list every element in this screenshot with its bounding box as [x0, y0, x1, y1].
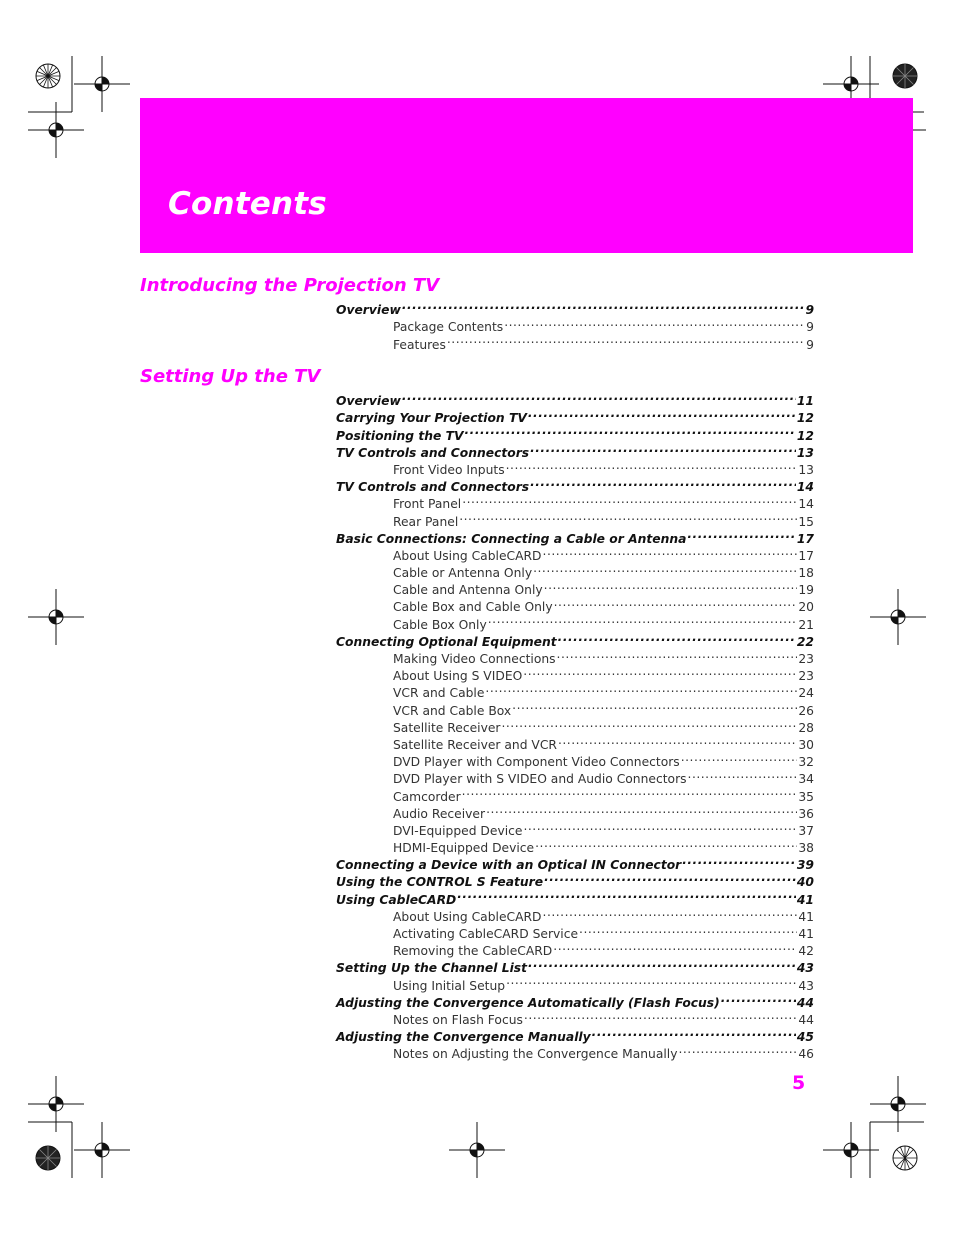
dot-leader	[688, 766, 798, 783]
toc-entry-label: Using Initial Setup	[393, 978, 506, 993]
toc-entry-label: Audio Receiver	[393, 806, 486, 821]
toc-entry-page: 41	[798, 909, 814, 924]
toc-entry-label: TV Controls and Connectors	[336, 480, 530, 495]
toc-entry-page: 43	[796, 961, 814, 976]
toc-entry-page: 39	[796, 858, 814, 873]
dot-leader	[544, 577, 798, 594]
toc-entry-label: Making Video Connections	[393, 652, 556, 666]
dot-leader	[512, 697, 797, 714]
dot-leader	[535, 835, 797, 852]
toc-entry-page: 14	[796, 480, 814, 495]
toc-entry-label: Using the CONTROL S Feature	[336, 875, 544, 890]
toc-entry-label: DVD Player with S VIDEO and Audio Connectors	[393, 772, 687, 787]
dot-leader	[486, 801, 797, 818]
dot-leader	[543, 543, 798, 560]
section-title-setting-up: Setting Up the TV	[140, 366, 321, 387]
toc-entry-label: Connecting Optional Equipment	[336, 634, 557, 649]
toc-entry-page: 41	[796, 892, 814, 907]
toc-entry-page: 15	[798, 514, 814, 529]
toc-entry-label: Camcorder	[393, 789, 461, 804]
toc-entry-page: 34	[798, 772, 814, 787]
dot-leader	[501, 715, 797, 732]
dot-leader	[402, 388, 796, 405]
dot-leader	[530, 474, 796, 491]
toc-entry-label: Connecting a Device with an Optical IN Connector	[336, 858, 682, 873]
toc-entry-label: Features	[393, 337, 446, 352]
dot-leader	[506, 457, 798, 474]
toc-entry-page: 46	[798, 1047, 814, 1062]
toc-entry-page: 12	[796, 428, 814, 443]
dot-leader	[558, 629, 796, 646]
starburst-mark-bottom-right	[893, 1146, 917, 1170]
toc-entry-page: 9	[806, 320, 814, 335]
toc-entry-label: Rear Panel	[393, 514, 459, 529]
toc-entry-page: 26	[798, 703, 814, 718]
toc-entry-page: 37	[798, 823, 814, 838]
toc-entry-page: 12	[796, 411, 814, 426]
toc-entry-label: VCR and Cable Box	[393, 703, 512, 718]
toc-entry-label: Overview	[336, 303, 401, 318]
toc-entry-page: 17	[798, 548, 814, 563]
toc-entry-label: Notes on Adjusting the Convergence Manually	[393, 1047, 678, 1062]
toc-entry-label: Carrying Your Projection TV	[336, 411, 527, 426]
toc-entry-label: Activating CableCARD Service	[393, 927, 579, 941]
toc-entry-label: Cable or Antenna Only	[393, 566, 533, 581]
toc-entry-page: 24	[798, 686, 814, 701]
toc-entry-page: 11	[796, 394, 814, 409]
section-title-introducing: Introducing the Projection TV	[140, 275, 440, 296]
dot-leader	[681, 749, 798, 766]
dot-leader	[533, 560, 797, 577]
starburst-mark-top-left	[36, 64, 60, 88]
dot-leader	[553, 938, 797, 955]
toc-entry-label: Adjusting the Convergence Automatically (Flash Focus)	[336, 995, 720, 1010]
dot-leader	[721, 990, 796, 1007]
toc-entry-label: About Using CableCARD	[393, 548, 542, 563]
toc-entry-label: HDMI-Equipped Device	[393, 841, 535, 856]
toc-entry-label: About Using S VIDEO	[393, 669, 523, 684]
toc-entry-label: Package Contents	[393, 320, 504, 335]
dot-leader	[592, 1024, 796, 1041]
toc-entry-label: VCR and Cable	[393, 686, 485, 701]
dot-leader	[530, 440, 796, 457]
dot-leader	[682, 852, 796, 869]
dot-leader	[465, 422, 796, 439]
starburst-mark-bottom-left	[36, 1146, 60, 1170]
toc-entry-label: Front Panel	[393, 497, 462, 512]
contents-banner	[140, 98, 913, 253]
toc-list-setting-up	[336, 388, 814, 1062]
dot-leader	[447, 331, 805, 348]
page-number: 5	[792, 1072, 806, 1094]
dot-leader	[402, 297, 805, 314]
toc-entry-page: 23	[798, 669, 814, 684]
toc-entry-page: 30	[798, 737, 814, 752]
toc-entry-label: Satellite Receiver and VCR	[393, 737, 557, 752]
toc-entry-page: 43	[798, 978, 814, 993]
toc-entry[interactable]	[336, 388, 814, 409]
toc-entry-label: Overview	[336, 394, 401, 409]
dot-leader	[687, 526, 796, 543]
crosshair-mark	[870, 589, 926, 645]
dot-leader	[579, 921, 797, 938]
toc-entry-label: Positioning the TV	[336, 428, 464, 443]
dot-leader	[459, 508, 797, 525]
toc-entry-label: Adjusting the Convergence Manually	[336, 1030, 591, 1045]
crosshair-mark	[28, 589, 84, 645]
toc-entry-page: 40	[796, 875, 814, 890]
toc-entry-page: 13	[796, 445, 814, 460]
toc-entry-page: 28	[798, 720, 814, 735]
dot-leader	[528, 405, 796, 422]
toc-entry-label: Satellite Receiver	[393, 720, 501, 735]
toc-entry[interactable]	[336, 297, 814, 318]
dot-leader	[523, 663, 797, 680]
dot-leader	[485, 680, 797, 697]
toc-entry-label: TV Controls and Connectors	[336, 445, 530, 460]
dot-leader	[462, 491, 797, 508]
crosshair-mark	[870, 1076, 926, 1132]
toc-list-introducing	[336, 297, 814, 352]
toc-entry-page: 9	[805, 303, 814, 318]
toc-entry-page: 44	[798, 1012, 814, 1027]
toc-entry-page: 42	[798, 944, 814, 959]
toc-entry-page: 44	[796, 995, 814, 1010]
dot-leader	[462, 783, 798, 800]
dot-leader	[488, 611, 798, 628]
dot-leader	[558, 732, 797, 749]
toc-entry-page: 38	[798, 841, 814, 856]
dot-leader	[524, 1007, 797, 1024]
toc-entry-label: Cable Box and Cable Only	[393, 600, 553, 615]
toc-entry-page: 19	[798, 583, 814, 598]
crosshair-mark	[74, 1122, 130, 1178]
toc-entry-label: About Using CableCARD	[393, 909, 542, 924]
toc-entry-page: 14	[798, 497, 814, 512]
crosshair-mark	[449, 1122, 505, 1178]
toc-entry-label: DVD Player with Component Video Connectors	[393, 755, 680, 770]
toc-entry-page: 18	[798, 566, 814, 581]
toc-entry-label: Basic Connections: Connecting a Cable or Antenna	[336, 531, 687, 546]
toc-entry-page: 23	[798, 652, 814, 666]
toc-entry-page: 17	[796, 531, 814, 546]
dot-leader	[506, 972, 797, 989]
dot-leader	[543, 904, 798, 921]
dot-leader	[457, 886, 796, 903]
toc-entry-label: Cable and Antenna Only	[393, 583, 543, 598]
toc-entry-page: 21	[798, 617, 814, 632]
toc-entry-page: 45	[796, 1030, 814, 1045]
toc-entry-page: 22	[796, 634, 814, 649]
toc-entry-page: 36	[798, 806, 814, 821]
crosshair-mark	[74, 56, 130, 112]
dot-leader	[554, 594, 798, 611]
toc-entry-label: Removing the CableCARD	[393, 944, 553, 959]
toc-entry-page: 9	[806, 337, 814, 352]
toc-entry-label: Notes on Flash Focus	[393, 1012, 523, 1027]
toc-entry-label: Using CableCARD	[336, 892, 457, 907]
toc-entry-page: 20	[798, 600, 814, 615]
starburst-mark-top-right	[893, 64, 917, 88]
crosshair-mark	[28, 1076, 84, 1132]
crosshair-mark	[28, 102, 84, 158]
toc-entry-page: 35	[798, 789, 814, 804]
toc-entry-page: 41	[798, 927, 814, 941]
dot-leader	[544, 869, 796, 886]
dot-leader	[678, 1041, 797, 1058]
crosshair-mark	[823, 1122, 879, 1178]
dot-leader	[523, 818, 797, 835]
toc-entry-label: Cable Box Only	[393, 617, 487, 632]
toc-entry-label: Front Video Inputs	[393, 462, 505, 477]
dot-leader	[557, 646, 798, 663]
dot-leader	[504, 314, 805, 331]
toc-entry[interactable]	[336, 405, 814, 426]
toc-entry[interactable]	[336, 314, 814, 335]
dot-leader	[528, 955, 796, 972]
toc-entry-page: 32	[798, 755, 814, 770]
toc-entry-page: 13	[798, 462, 814, 477]
toc-entry-label: DVI-Equipped Device	[393, 823, 523, 838]
toc-entry-label: Setting Up the Channel List	[336, 961, 527, 976]
page-title: Contents	[168, 186, 327, 222]
